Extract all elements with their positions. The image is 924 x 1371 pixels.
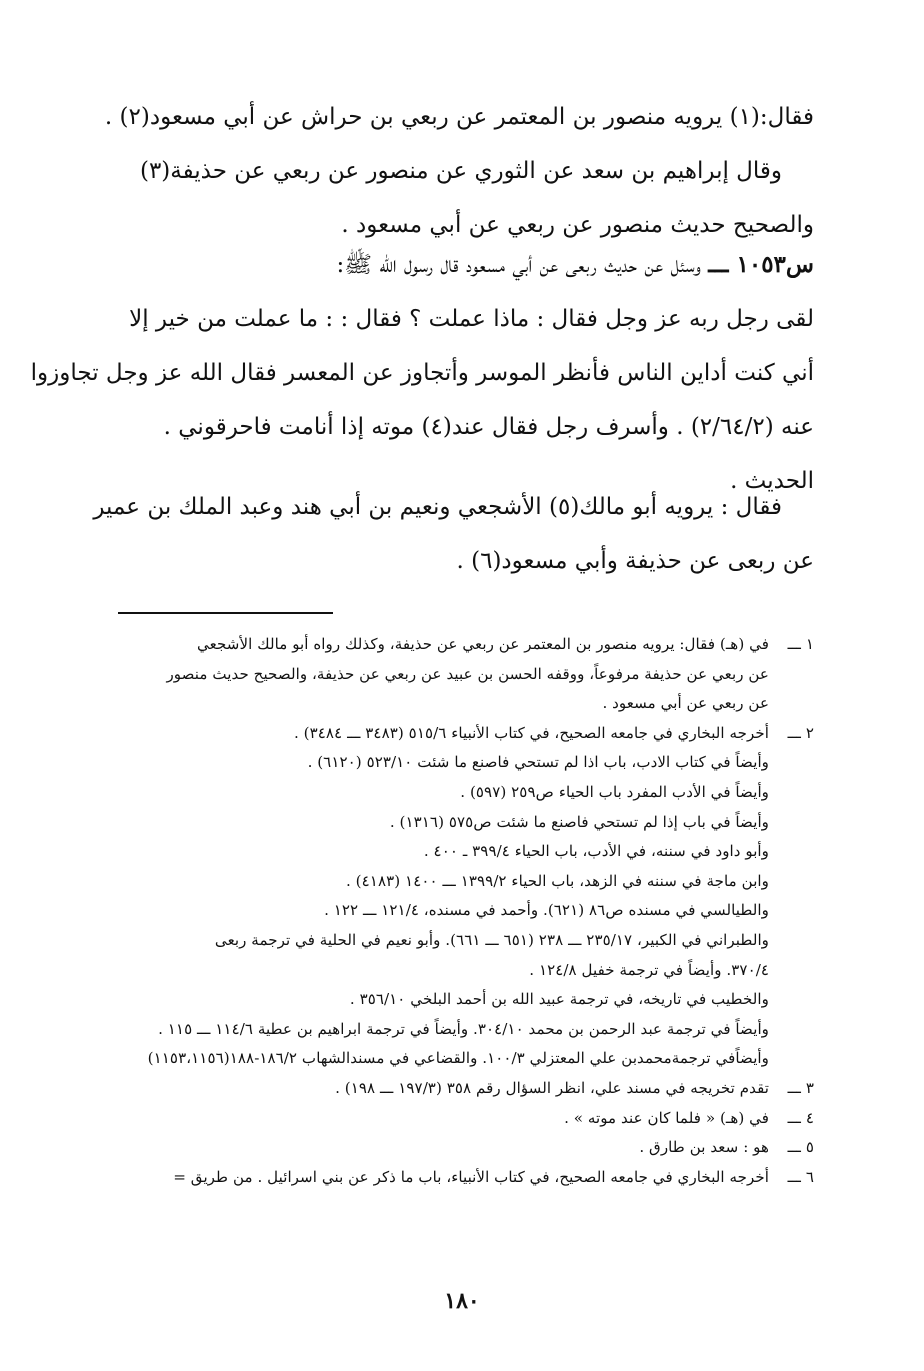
question-text: وسئل عن حديث ربعى عن أبي مسعود قال رسول الله ﷺ: (336, 252, 701, 278)
footnote-line: ٥ ـــ هو : سعد بن طارق . (86, 1133, 814, 1163)
footnote-line: والخطيب في تاريخه، في ترجمة عبيد الله بن أحمد البلخي ٣٥٦/١٠ . (349, 990, 769, 1009)
footnote-line: وأيضاً في باب إذا لم تستحي فاصنع ما شئت ص٥٧٥ (١٣١٦) . (389, 812, 769, 831)
footnote-line: وأيضاًفي ترجمةمحمدبن علي المعتزلي ١٠٠/٣. والقضاعي في مسندالشهاب ١٨٦/٢-١٨٨(١١٥٣،١١٥٦) (147, 1049, 769, 1068)
footnote-2 (86, 719, 814, 1074)
text-line: وقال إبراهيم بن سعد عن الثوري عن منصور عن ربعي عن حذيفة(٣) (139, 158, 782, 184)
footnote-number: ٥ ـــ (787, 1138, 814, 1157)
footnote-line: وأيضاً في كتاب الادب، باب اذا لم تستحي فاصنع ما شئت ٥٢٣/١٠ (٦١٢٠) . (307, 753, 769, 772)
question-paragraph (30, 238, 814, 508)
footnote-line: ٢ ـــ أخرجه البخاري في جامعه الصحيح، في كتاب الأنبياء ٥١٥/٦ (٣٤٨٣ ـــ ٣٤٨٤) . (86, 719, 814, 749)
footnote-separator (118, 612, 333, 614)
footnote-line: عن ربعي عن حذيفة مرفوعاً، ووقفه الحسن بن عبيد عن ربعي عن حذيفة، والصحيح حديث منصور (166, 664, 769, 683)
footnote-number: ١ ـــ (787, 635, 814, 653)
footnote-5 (86, 1133, 814, 1163)
footnote-line: ٣ ـــ تقدم تخريجه في مسند علي، انظر السؤال رقم ٣٥٨ (١٩٧/٣ ـــ ١٩٨) . (86, 1074, 814, 1104)
footnote-line: وأيضاً في ترجمة عبد الرحمن بن محمد ٣٠٤/١٠. وأيضاً في ترجمة ابراهيم بن عطية ١١٤/٦ ـــ ١١٥ . (158, 1019, 769, 1038)
footnote-number: ٦ ـــ (787, 1167, 814, 1186)
question-number: س١٠٥٣ ـــ (708, 251, 814, 278)
footnote-number: ٢ ـــ (787, 723, 814, 742)
text-line: عنه (٢/٦٤/٢) . وأسرف رجل فقال عند(٤) موته إذا أنامت فاحرقوني . (163, 414, 814, 440)
paragraph-1 (88, 90, 814, 252)
footnote-line: ١ ـــ في (هـ) فقال: يرويه منصور بن المعتمر عن ربعي عن حذيفة، وكذلك رواه أبو مالك الأشجعي (86, 630, 814, 660)
footnote-line: ٤ ـــ في (هـ) « فلما كان عند موته » . (86, 1104, 814, 1134)
footnote-line: وابن ماجة في سننه في الزهد، باب الحياء ١٣٩٩/٢ ـــ ١٤٠٠ (٤١٨٣) . (346, 871, 769, 890)
text-line: والصحيح حديث منصور عن ربعي عن أبي مسعود . (341, 212, 814, 238)
footnote-4 (86, 1104, 814, 1134)
footnote-number: ٣ ـــ (787, 1078, 814, 1097)
footnote-line: والطبراني في الكبير، ٢٣٥/١٧ ـــ ٢٣٨ (٦٥١ ـــ ٦٦١). وأبو نعيم في الحلية في ترجمة ربعى (214, 930, 769, 949)
text-line: عن ربعى عن حذيفة وأبي مسعود(٦) . (456, 548, 814, 574)
footnote-1 (86, 630, 814, 719)
text-line: فقال:(١) يرويه منصور بن المعتمر عن ربعي بن حراش عن أبي مسعود(٢) . (104, 104, 814, 130)
footnote-6 (86, 1163, 814, 1193)
footnote-line: وأيضاً في الأدب المفرد باب الحياء ص٢٥٩ (٥٩٧) . (460, 782, 769, 801)
footnote-line: ٣٧٠/٤. وأيضاً في ترجمة خفيل ١٢٤/٨ . (529, 960, 769, 979)
footnote-line: وأبو داود في سننه، في الأدب، باب الحياء ٣٩٩/٤ ـ ٤٠٠ . (423, 842, 769, 861)
footnotes (86, 630, 814, 1192)
text-line: لقى رجل ربه عز وجل فقال : ماذا عملت ؟ فقال : : ما عملت من خير إلا (129, 306, 814, 332)
footnote-3 (86, 1074, 814, 1104)
footnote-number: ٤ ـــ (787, 1108, 814, 1127)
footnote-line: والطيالسي في مسنده ص٨٦ (٦٢١). وأحمد في مسنده، ١٢١/٤ ـــ ١٢٢ . (324, 901, 769, 920)
page-number: ١٨٠ (444, 1288, 480, 1314)
text-line (88, 238, 814, 292)
footnote-line: عن ربعي عن أبي مسعود . (602, 694, 769, 713)
text-line: الحديث . (730, 468, 814, 494)
footnote-line: ٦ ـــ أخرجه البخاري في جامعه الصحيح، في كتاب الأنبياء، باب ما ذكر عن بني اسرائيل . من طريق = (86, 1163, 814, 1193)
text-line: أني كنت أداين الناس فأنظر الموسر وأتجاوز عن المعسر فقال الله عز وجل تجاوزوا (30, 360, 814, 386)
paragraph-3 (88, 480, 814, 588)
text-line: فقال : يرويه أبو مالك(٥) الأشجعي ونعيم بن أبي هند وعبد الملك بن عمير (93, 494, 782, 520)
